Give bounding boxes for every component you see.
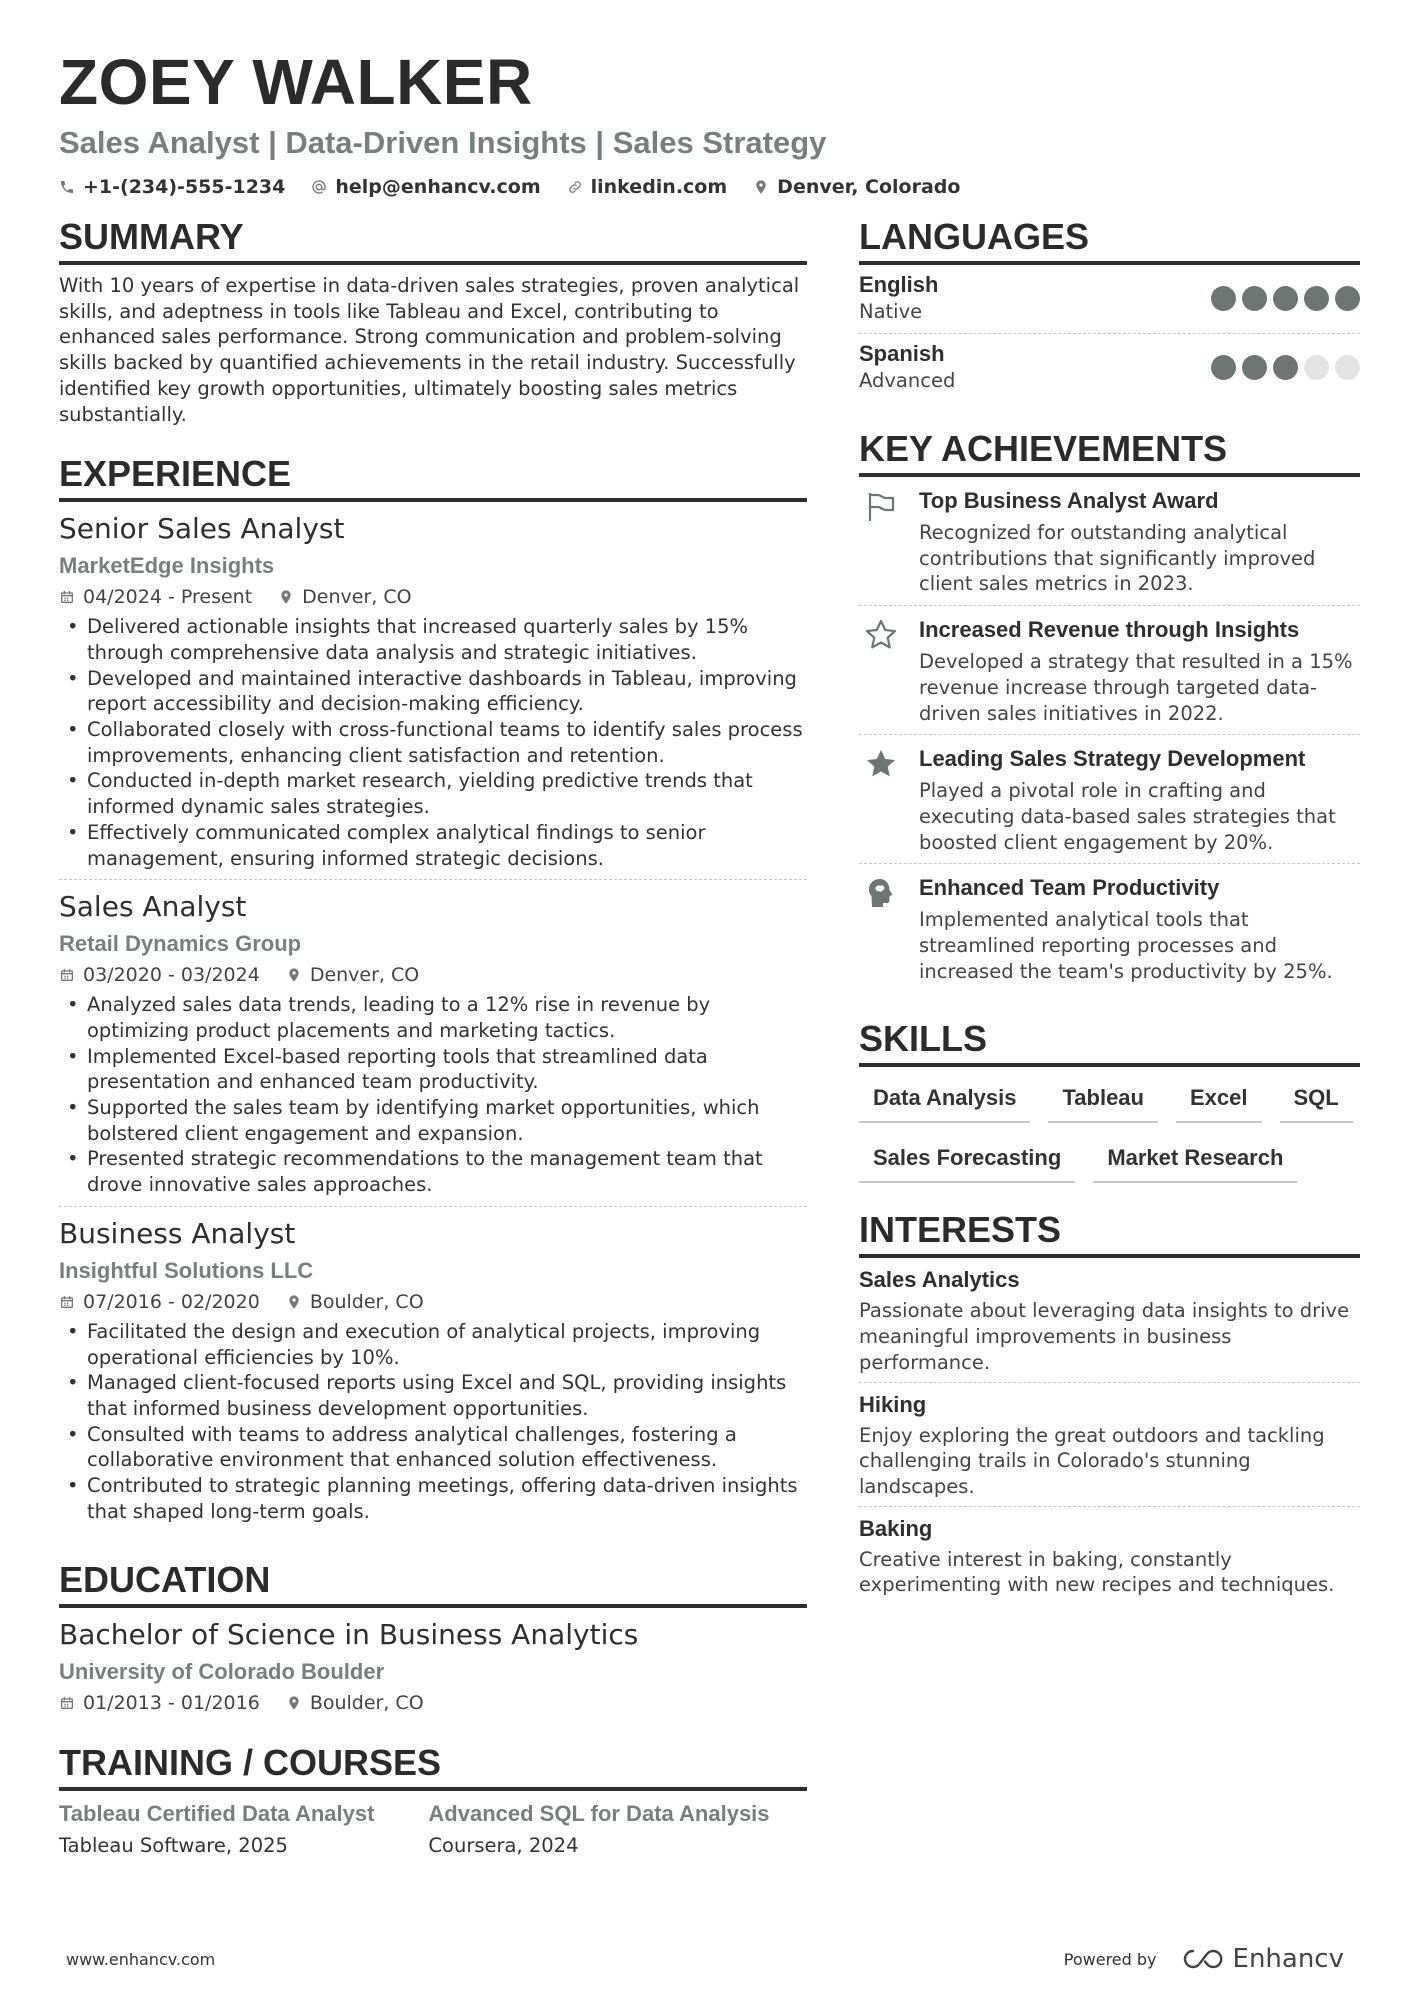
course-item bbox=[428, 1799, 769, 1859]
proficiency-dots bbox=[1211, 286, 1360, 311]
calendar-icon bbox=[59, 967, 75, 983]
summary-text: With 10 years of expertise in data-driven sales strategies, proven analytical skills, and adeptness in tools like Tableau and Excel, contributing to enhanced sales performance. Strong communication and problem-solving skills backed by quantified achievements in the retail industry. Successfully identified key growth opportunities, ultimately boosting sales metrics substantially. bbox=[59, 274, 800, 426]
language-item bbox=[859, 265, 1360, 334]
achievement-title: Increased Revenue through Insights bbox=[919, 617, 1300, 643]
job-meta bbox=[59, 1289, 807, 1315]
achievement-desc: Developed a strategy that resulted in a 15% revenue increase through targeted data-driven sales initiatives in 2022. bbox=[919, 650, 1353, 725]
education-meta bbox=[59, 1690, 807, 1716]
star-filled-icon bbox=[859, 745, 903, 855]
skill-list bbox=[859, 1079, 1360, 1183]
location-pin-icon bbox=[278, 589, 294, 605]
bullet-item: • Analyzed sales data trends, leading to a 12% rise in revenue by optimizing product placements and marketing tactics. bbox=[59, 992, 807, 1043]
job-entry bbox=[59, 1207, 807, 1533]
calendar-icon bbox=[59, 1294, 75, 1310]
course-provider: Tableau Software, 2025 bbox=[59, 1833, 288, 1857]
interest-item bbox=[859, 1258, 1360, 1382]
interests-section bbox=[859, 1209, 1360, 1604]
course-list bbox=[59, 1799, 807, 1859]
summary-section bbox=[59, 216, 807, 427]
language-level: Advanced bbox=[859, 369, 956, 392]
bullet-item: • Delivered actionable insights that increased quarterly sales by 15% through comprehensive data analysis and strategic initiatives. bbox=[59, 614, 807, 665]
bullet-item: • Facilitated the design and execution of analytical projects, improving operational efficiencies by 10%. bbox=[59, 1319, 807, 1370]
achievement-item bbox=[859, 864, 1360, 992]
job-bullets bbox=[59, 1319, 807, 1525]
skill-tag: Market Research bbox=[1093, 1139, 1297, 1183]
section-title: SKILLS bbox=[859, 1018, 1360, 1067]
proficiency-dot-filled bbox=[1211, 286, 1236, 311]
headline: Sales Analyst | Data-Driven Insights | Sales Strategy bbox=[59, 125, 827, 160]
skill-tag: Data Analysis bbox=[859, 1079, 1030, 1123]
experience-section bbox=[59, 453, 807, 1532]
course-name: Tableau Certified Data Analyst bbox=[59, 1800, 375, 1826]
language-name: Spanish bbox=[859, 341, 945, 366]
job-location: Boulder, CO bbox=[309, 1290, 424, 1313]
proficiency-dot-filled bbox=[1335, 286, 1360, 311]
language-item bbox=[859, 334, 1360, 402]
job-title: Sales Analyst bbox=[59, 890, 247, 924]
achievement-item bbox=[859, 735, 1360, 864]
resume-header bbox=[59, 44, 1359, 200]
powered-by-label: Powered by bbox=[1063, 1949, 1157, 1969]
skills-section bbox=[859, 1018, 1360, 1183]
linkedin-text: linkedin.com bbox=[590, 176, 728, 198]
course-name: Advanced SQL for Data Analysis bbox=[428, 1800, 770, 1826]
head-brain-icon bbox=[859, 874, 903, 984]
interest-item bbox=[859, 1507, 1360, 1604]
job-dates: 04/2024 - Present bbox=[83, 586, 253, 609]
brand-name: Enhancv bbox=[1232, 1944, 1344, 1974]
bullet-item: • Supported the sales team by identifying market opportunities, which bolstered client engagement and expansion. bbox=[59, 1095, 807, 1146]
skill-tag: Excel bbox=[1176, 1079, 1262, 1123]
education-location: Boulder, CO bbox=[309, 1691, 424, 1714]
languages-section bbox=[859, 216, 1360, 402]
right-column bbox=[859, 216, 1360, 1630]
job-location: Denver, CO bbox=[302, 586, 412, 609]
at-icon bbox=[311, 179, 327, 195]
bullet-item: • Developed and maintained interactive dashboards in Tableau, improving report accessibility and decision-making efficiency. bbox=[59, 666, 807, 717]
location-pin-icon bbox=[286, 1695, 302, 1711]
job-bullets bbox=[59, 614, 807, 871]
website-link[interactable]: www.enhancv.com bbox=[66, 1949, 216, 1969]
email-text: help@enhancv.com bbox=[335, 176, 541, 198]
link-icon bbox=[567, 179, 583, 195]
interest-title: Hiking bbox=[859, 1391, 927, 1417]
job-entry bbox=[59, 502, 807, 880]
location-text: Denver, Colorado bbox=[777, 176, 961, 198]
job-dates: 07/2016 - 02/2020 bbox=[83, 1290, 260, 1313]
calendar-icon bbox=[59, 589, 75, 605]
proficiency-dots bbox=[1211, 355, 1360, 380]
skill-tag: SQL bbox=[1280, 1079, 1353, 1123]
interest-desc: Passionate about leveraging data insights to drive meaningful improvements in business performance. bbox=[859, 1299, 1350, 1374]
section-title: EXPERIENCE bbox=[59, 453, 807, 502]
section-title: INTERESTS bbox=[859, 1209, 1360, 1258]
section-title: LANGUAGES bbox=[859, 216, 1360, 265]
proficiency-dot-filled bbox=[1273, 355, 1298, 380]
interest-item bbox=[859, 1383, 1360, 1507]
bullet-item: • Collaborated closely with cross-functional teams to identify sales process improvements, enhancing client satisfaction and retention. bbox=[59, 717, 807, 768]
job-title: Senior Sales Analyst bbox=[59, 512, 345, 546]
interest-title: Sales Analytics bbox=[859, 1267, 1020, 1293]
achievement-title: Top Business Analyst Award bbox=[919, 488, 1219, 513]
contact-linkedin[interactable] bbox=[567, 174, 728, 200]
company-name: MarketEdge Insights bbox=[59, 553, 275, 579]
job-entry bbox=[59, 880, 807, 1207]
bullet-item: • Consulted with teams to address analytical challenges, fostering a collaborative environment that enhanced solution effectiveness. bbox=[59, 1422, 807, 1473]
contact-email[interactable] bbox=[311, 174, 540, 200]
company-name: Insightful Solutions LLC bbox=[59, 1257, 314, 1283]
proficiency-dot-filled bbox=[1273, 286, 1298, 311]
job-title: Business Analyst bbox=[59, 1216, 296, 1250]
calendar-icon bbox=[59, 1695, 75, 1711]
language-level: Native bbox=[859, 300, 923, 323]
achievement-desc: Played a pivotal role in crafting and executing data-based sales strategies that boosted client engagement by 20%. bbox=[919, 779, 1336, 854]
phone-text: +1-(234)-555-1234 bbox=[83, 176, 286, 198]
company-name: Retail Dynamics Group bbox=[59, 931, 302, 957]
education-section bbox=[59, 1559, 807, 1716]
section-title: TRAINING / COURSES bbox=[59, 1742, 807, 1791]
achievement-title: Enhanced Team Productivity bbox=[919, 875, 1220, 901]
education-dates: 01/2013 - 01/2016 bbox=[83, 1691, 260, 1714]
training-section bbox=[59, 1742, 807, 1859]
proficiency-dot-filled bbox=[1242, 355, 1267, 380]
proficiency-dot-filled bbox=[1304, 286, 1329, 311]
school-name: University of Colorado Boulder bbox=[59, 1658, 385, 1684]
section-title: EDUCATION bbox=[59, 1559, 807, 1608]
proficiency-dot-empty bbox=[1335, 355, 1360, 380]
contact-location bbox=[753, 174, 960, 200]
bullet-item: • Implemented Excel-based reporting tools that streamlined data presentation and enhanced team productivity. bbox=[59, 1044, 807, 1095]
job-dates: 03/2020 - 03/2024 bbox=[83, 964, 260, 987]
language-name: English bbox=[859, 272, 939, 297]
powered-by bbox=[1064, 1944, 1344, 1974]
bullet-item: • Managed client-focused reports using Excel and SQL, providing insights that informed business development opportunities. bbox=[59, 1370, 807, 1421]
achievement-desc: Implemented analytical tools that streamlined reporting processes and increased the team's productivity by 25%. bbox=[919, 908, 1333, 983]
course-provider: Coursera, 2024 bbox=[428, 1833, 579, 1857]
flag-icon bbox=[859, 487, 903, 597]
page-footer bbox=[66, 1944, 1344, 1974]
bullet-item: • Presented strategic recommendations to the management team that drove innovative sales approaches. bbox=[59, 1146, 807, 1197]
skill-tag: Sales Forecasting bbox=[859, 1139, 1075, 1183]
job-bullets bbox=[59, 992, 807, 1198]
left-column bbox=[59, 216, 807, 1885]
proficiency-dot-filled bbox=[1242, 286, 1267, 311]
achievements-section bbox=[859, 428, 1360, 992]
job-meta bbox=[59, 584, 807, 610]
proficiency-dot-empty bbox=[1304, 355, 1329, 380]
proficiency-dot-filled bbox=[1211, 355, 1236, 380]
achievement-item bbox=[859, 606, 1360, 735]
enhancv-logo-icon bbox=[1181, 1947, 1225, 1971]
phone-icon bbox=[59, 179, 75, 195]
skill-tag: Tableau bbox=[1048, 1079, 1158, 1123]
interest-desc: Creative interest in baking, constantly experimenting with new recipes and techniques. bbox=[859, 1547, 1335, 1597]
section-title: KEY ACHIEVEMENTS bbox=[859, 428, 1360, 477]
course-item bbox=[59, 1799, 374, 1859]
job-meta bbox=[59, 962, 807, 988]
bullet-item: • Conducted in-depth market research, yielding predictive trends that informed dynamic sales strategies. bbox=[59, 768, 807, 819]
achievement-title: Leading Sales Strategy Development bbox=[919, 746, 1306, 772]
brand-logo[interactable] bbox=[1181, 1944, 1344, 1974]
bullet-item: • Contributed to strategic planning meetings, offering data-driven insights that shaped long-term goals. bbox=[59, 1473, 807, 1524]
bullet-item: • Effectively communicated complex analytical findings to senior management, ensuring informed strategic decisions. bbox=[59, 820, 807, 871]
interest-desc: Enjoy exploring the great outdoors and tackling challenging trails in Colorado's stunning landscapes. bbox=[859, 1423, 1325, 1498]
contact-phone[interactable] bbox=[59, 174, 285, 200]
achievement-item bbox=[859, 477, 1360, 606]
job-location: Denver, CO bbox=[309, 964, 420, 987]
contact-bar bbox=[59, 174, 1359, 200]
location-pin-icon bbox=[286, 967, 302, 983]
location-pin-icon bbox=[286, 1294, 302, 1310]
achievement-desc: Recognized for outstanding analytical contributions that significantly improved client sales metrics in 2023. bbox=[919, 521, 1316, 596]
section-title: SUMMARY bbox=[59, 216, 807, 265]
degree-title: Bachelor of Science in Business Analytics bbox=[59, 1617, 639, 1651]
interest-title: Baking bbox=[859, 1515, 933, 1541]
candidate-name: ZOEY WALKER bbox=[59, 46, 533, 118]
location-pin-icon bbox=[753, 179, 769, 195]
star-outline-icon bbox=[859, 616, 903, 726]
